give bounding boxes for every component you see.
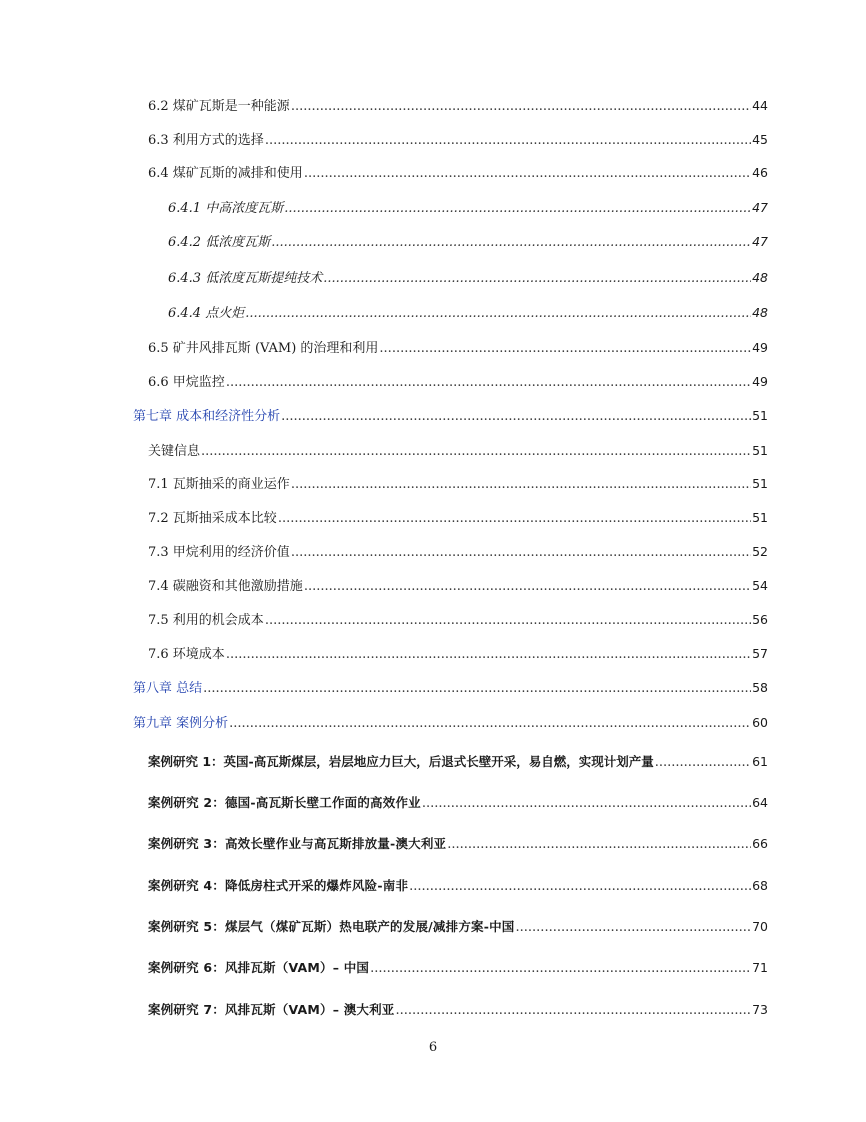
toc-entry-label: 案例研究 6：风排瓦斯（VAM）– 中国 <box>148 960 370 975</box>
dot-leader <box>655 754 751 772</box>
dot-leader <box>201 443 751 461</box>
toc-entry-page: 49 <box>752 340 768 355</box>
toc-entry-page: 58 <box>752 680 768 695</box>
toc-entry[interactable] <box>148 543 768 562</box>
toc-entry-label: 案例研究 7：风排瓦斯（VAM）– 澳大利亚 <box>148 1002 395 1017</box>
dot-leader <box>284 200 751 218</box>
toc-entry-page: 61 <box>752 754 768 769</box>
toc-entry-label: 案例研究 3：高效长壁作业与高瓦斯排放量-澳大利亚 <box>148 836 447 851</box>
toc-entry-label: 第八章 总结 <box>133 681 203 696</box>
toc-entry-page: 64 <box>752 795 768 810</box>
toc-entry-label: 7.4 碳融资和其他激励措施 <box>148 579 303 594</box>
toc-entry-page: 48 <box>752 270 768 285</box>
dot-leader <box>447 836 751 854</box>
dot-leader <box>278 510 751 528</box>
dot-leader <box>281 408 751 426</box>
toc-case-entry[interactable] <box>148 877 768 896</box>
toc-entry-label: 7.2 瓦斯抽采成本比较 <box>148 511 277 526</box>
toc-entry-label: 6.4.3 低浓度瓦斯提纯技术 <box>168 271 323 286</box>
dot-leader <box>304 165 751 183</box>
toc-entry-page: 47 <box>752 234 768 249</box>
dot-leader <box>203 680 751 698</box>
toc-entry-label: 6.5 矿井风排瓦斯 (VAM) 的治理和利用 <box>148 341 379 356</box>
dot-leader <box>304 578 751 596</box>
toc-entry[interactable] <box>148 131 768 150</box>
toc-entry-page: 49 <box>752 374 768 389</box>
toc-entry-label: 关键信息 <box>148 444 201 459</box>
toc-entry-page: 70 <box>752 919 768 934</box>
toc-entry[interactable] <box>148 645 768 664</box>
toc-entry[interactable] <box>168 233 768 252</box>
dot-leader <box>422 795 751 813</box>
toc-case-entry[interactable] <box>148 753 768 772</box>
dot-leader <box>379 340 751 358</box>
dot-leader <box>409 878 751 896</box>
toc-entry[interactable] <box>148 164 768 183</box>
page-number: 6 <box>428 1040 438 1055</box>
dot-leader <box>323 270 751 288</box>
toc-entry-label: 7.6 环境成本 <box>148 647 225 662</box>
toc-entry-page: 51 <box>752 443 768 458</box>
toc-case-entry[interactable] <box>148 959 768 978</box>
dot-leader <box>265 612 751 630</box>
toc-entry-page: 60 <box>752 715 768 730</box>
dot-leader <box>291 476 751 494</box>
toc-entry[interactable] <box>148 442 768 461</box>
toc-entry-label: 案例研究 2：德国-高瓦斯长壁工作面的高效作业 <box>148 795 421 810</box>
dot-leader <box>291 98 751 116</box>
toc-entry-page: 46 <box>752 165 768 180</box>
toc-entry-label: 6.6 甲烷监控 <box>148 375 225 390</box>
toc-entry-page: 68 <box>752 878 768 893</box>
toc-entry[interactable] <box>148 339 768 358</box>
toc-entry[interactable] <box>148 373 768 392</box>
toc-case-entry[interactable] <box>148 794 768 813</box>
toc-entry[interactable] <box>148 97 768 116</box>
toc-entry-label: 7.1 瓦斯抽采的商业运作 <box>148 477 290 492</box>
toc-entry[interactable] <box>168 304 768 323</box>
toc-entry-page: 52 <box>752 544 768 559</box>
toc-chapter-entry[interactable] <box>133 679 768 698</box>
dot-leader <box>226 374 751 392</box>
toc-entry-label: 6.4.4 点火炬 <box>168 306 245 321</box>
toc-entry-page: 48 <box>752 305 768 320</box>
toc-case-entry[interactable] <box>148 835 768 854</box>
toc-entry-label: 第九章 案例分析 <box>133 716 229 731</box>
toc-entry-page: 54 <box>752 578 768 593</box>
toc-entry[interactable] <box>168 269 768 288</box>
toc-entry-label: 6.4.2 低浓度瓦斯 <box>168 235 271 250</box>
toc-entry-label: 6.4 煤矿瓦斯的减排和使用 <box>148 166 303 181</box>
toc-entry[interactable] <box>148 611 768 630</box>
toc-entry[interactable] <box>168 199 768 218</box>
toc-entry[interactable] <box>148 475 768 494</box>
toc-case-entry[interactable] <box>148 1001 768 1020</box>
toc-entry-label: 6.3 利用方式的选择 <box>148 133 264 148</box>
toc-entry-label: 案例研究 1：英国-高瓦斯煤层，岩层地应力巨大，后退式长壁开采，易自燃，实现计划产量 <box>148 754 654 769</box>
toc-entry-page: 51 <box>752 510 768 525</box>
toc-entry-page: 45 <box>752 132 768 147</box>
toc-entry-label: 7.3 甲烷利用的经济价值 <box>148 545 290 560</box>
dot-leader <box>396 1002 752 1020</box>
toc-entry-page: 56 <box>752 612 768 627</box>
dot-leader <box>271 234 751 252</box>
dot-leader <box>291 544 751 562</box>
toc-entry-label: 第七章 成本和经济性分析 <box>133 409 281 424</box>
toc-case-entry[interactable] <box>148 918 768 937</box>
toc-chapter-entry[interactable] <box>133 714 768 733</box>
dot-leader <box>265 132 751 150</box>
toc-chapter-entry[interactable] <box>133 407 768 426</box>
dot-leader <box>370 960 751 978</box>
toc-entry-label: 6.4.1 中高浓度瓦斯 <box>168 201 284 216</box>
toc-entry-page: 71 <box>752 960 768 975</box>
toc-entry-page: 57 <box>752 646 768 661</box>
dot-leader <box>516 919 752 937</box>
toc-entry[interactable] <box>148 509 768 528</box>
dot-leader <box>229 715 751 733</box>
toc-entry-page: 44 <box>752 98 768 113</box>
toc-entry-page: 73 <box>752 1002 768 1017</box>
toc-entry-page: 51 <box>752 408 768 423</box>
toc-entry-label: 案例研究 4：降低房柱式开采的爆炸风险-南非 <box>148 878 409 893</box>
toc-entry-label: 案例研究 5：煤层气（煤矿瓦斯）热电联产的发展/减排方案-中国 <box>148 919 515 934</box>
toc-entry-page: 51 <box>752 476 768 491</box>
dot-leader <box>226 646 751 664</box>
toc-entry[interactable] <box>148 577 768 596</box>
toc-entry-page: 47 <box>752 200 768 215</box>
toc-entry-label: 6.2 煤矿瓦斯是一种能源 <box>148 99 290 114</box>
toc-entry-page: 66 <box>752 836 768 851</box>
dot-leader <box>245 305 751 323</box>
toc-entry-label: 7.5 利用的机会成本 <box>148 613 264 628</box>
